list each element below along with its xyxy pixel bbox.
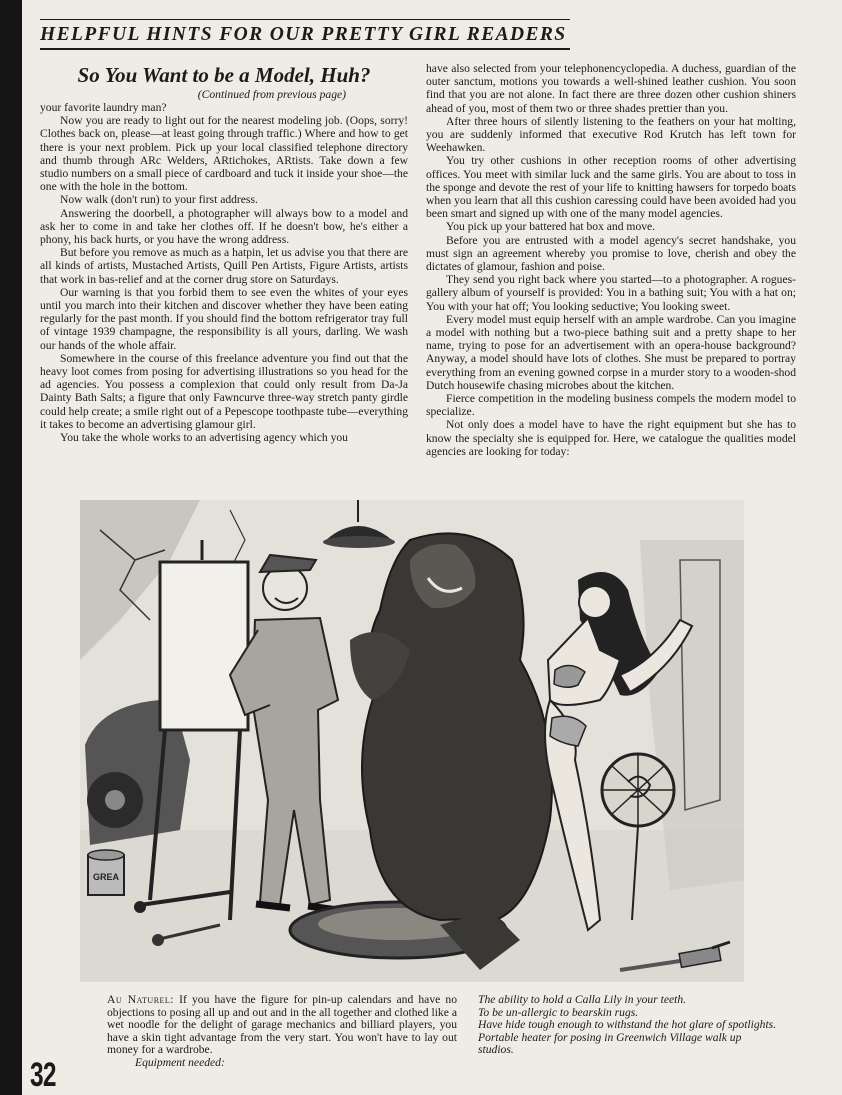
paragraph: Fierce competition in the modeling business compels the modern model to specialize. (426, 392, 796, 419)
magazine-spine (0, 0, 22, 1095)
right-column (426, 62, 796, 458)
paragraph: Our warning is that you forbid them to see even the whites of your eyes until you march into their kitchen and discover whether they have been eating regularly for the past month. If you should find the bottom refrigerator tray full of vintage 1939 champagne, the responsibility is all yours, darling. We wash our hands of the whole affair. (40, 285, 408, 352)
paint-can-label: GREA (92, 872, 120, 882)
caption-description (107, 994, 457, 1070)
paragraph: Every model must equip herself with an ample wardrobe. Can you imagine a model with nothing but a two-piece bathing suit and a pretty shape to her name, trying to pose for an advertisement with an opera-house background? Anyway, a model should have lots of clothes. She must be prepared to portray everything from an evening gowned corpse in a murder story to a wooden-shod Dutch housewife chasing microbes about the kitchen. (426, 312, 796, 392)
cartoon-drawing (80, 500, 744, 982)
paragraph: But before you remove as much as a hatpin, let us advise you that there are all kinds of artists, Mustached Artists, Quill Pen Artists, Figure Artists, artists that work in bas-relief and at the corner drug store on Saturdays. (40, 246, 408, 286)
equipment-label: Equipment needed: (135, 1055, 225, 1069)
caption-body: If you have the figure for pin-up calendars and have no objections to posing all up and out and in the all together and clothed like a wet noodle for the delight of garage mechanics and billiard players, you have a skin tight advantage from the very start. You won't have to lay out money for a wardrobe. (107, 993, 457, 1057)
paragraph: Now walk (don't run) to your first address. (60, 193, 258, 207)
paragraph: Now you are ready to light out for the nearest modeling job. (Oops, sorry! Clothes back on, please—at least going through traffic.) Where and how to get there is your next problem. Pick up your local classified telephone directory and thumb through ARc Welders, ARtichokes, ARtists. Take down a few studio numbers on a small piece of cardboard and tuck it inside your shoe—the one with the hole in the bottom. (40, 114, 408, 194)
equipment-item: Portable heater for posing in Greenwich Village walk up studios. (478, 1030, 742, 1057)
equipment-item: Have hide tough enough to withstand the hot glare of spotlights. (478, 1018, 777, 1032)
paragraph: You pick up your battered hat box and move. (446, 220, 656, 234)
equipment-list (478, 994, 778, 1057)
equipment-item: The ability to hold a Calla Lily in your teeth. (478, 993, 687, 1006)
paragraph: You try other cushions in other reception rooms of other advertising offices. You meet with similar luck and the same girls. You are about to toss in the sponge and devote the rest of your life to knitting hawsers for torpedo boats when you learn that all this cushion caressing could have been avoided had you been smart and signed up with one of the many model agencies. (426, 154, 796, 221)
equipment-item: To be un-allergic to bearskin rugs. (478, 1005, 639, 1019)
paragraph: They send you right back where you started—to a photographer. A rogues-gallery album of yourself is provided: You in a bathing suit; You with a hat on; You with your hat off; You looking seductive; You looking sweet. (426, 273, 796, 313)
paragraph: Before you are entrusted with a model agency's secret handshake, you must sign an agreement whereby you promise to love, cherish and obey the dictates of glamour, fashion and poise. (426, 233, 796, 274)
cartoon-illustration (80, 500, 744, 982)
paragraph: Somewhere in the course of this freelance adventure you find out that the heavy loot comes from posing for advertising illustrations so you head for the ad agencies. You possess a complexion that could only result from Da-Ja Dainty Bath Salts; a figure that only Fawncurve three-way stretch panty girdle could help create; a smile right out of a Pepescope toothpaste tube—everything it takes to become an advertising glamour girl. (40, 351, 408, 431)
paragraph: have also selected from your telephonencyclopedia. A duchess, guardian of the outer sanctum, motions you towards a well-shined leather cushion. You soon find that you are not alone. In fact there are three dozen other cushion shiners ahead of you, most of them two or three shades prettier than you. (426, 62, 796, 115)
continued-note: (Continued from previous page) (197, 88, 346, 101)
paragraph: You take the whole works to an advertising agency which you (60, 431, 348, 445)
paragraph: Not only does a model have to have the right equipment but she has to know the specialty she is equipped for. Here, we catalogue the qualities model agencies are looking for today: (426, 418, 796, 458)
page-number: 32 (30, 1056, 56, 1094)
paragraph: After three hours of silently listening to the feathers on your hat molting, you are suddenly informed that executive Rod Krutch has left town for Weehawken. (426, 114, 796, 155)
paragraph: Answering the doorbell, a photographer will always bow to a model and ask her to come in and take her clothes off. If he doesn't bow, he's either a phony, his back hurts, or you have the wrong address. (40, 206, 408, 247)
section-header: HELPFUL HINTS FOR OUR PRETTY GIRL READERS (40, 24, 570, 50)
paragraph: your favorite laundry man? (40, 101, 167, 114)
caption-lead: Au Naturel: (107, 993, 175, 1006)
left-column (40, 62, 408, 444)
article-title: So You Want to be a Model, Huh? (77, 63, 371, 87)
